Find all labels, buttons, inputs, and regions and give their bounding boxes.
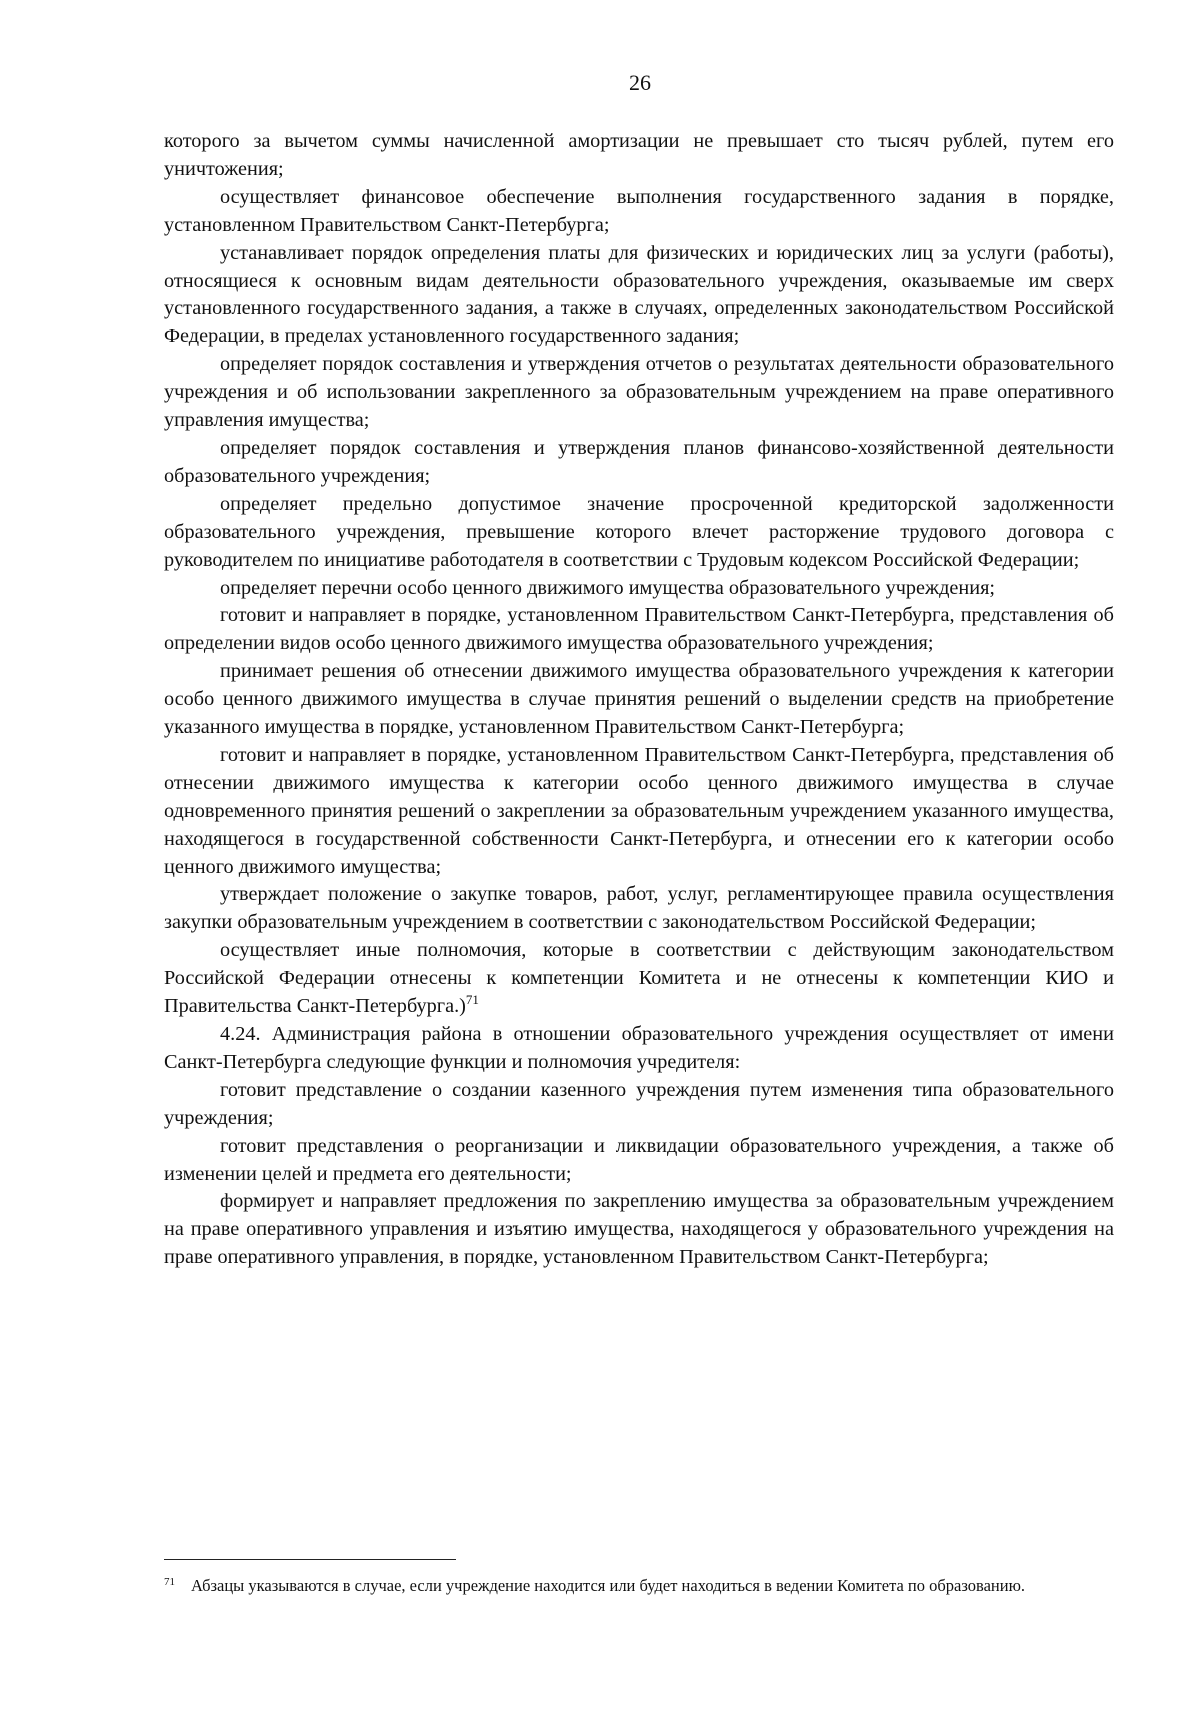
- paragraph: осуществляет финансовое обеспечение выполнения государственного задания в порядке, установленном Правительством Санкт-Петербурга;: [164, 185, 1114, 236]
- paragraph: определяет предельно допустимое значение просроченной кредиторской задолженности образовательного учреждения, превышение которого влечет расторжение трудового договора с руководителем по инициативе работодателя в соответствии с Трудовым кодексом Российской Федерации;: [164, 492, 1114, 571]
- paragraph: готовит представления о реорганизации и ликвидации образовательного учреждения, а также об изменении целей и предмета его деятельности;: [164, 1134, 1114, 1185]
- paragraph-text: осуществляет иные полномочия, которые в соответствии с действующим законодательством Российской Федерации отнесены к компетенции Комитета и не отнесены к компетенции КИО и Правительства Санкт-Петербурга.): [164, 939, 1114, 1018]
- footnote-number: 71: [164, 1575, 175, 1588]
- paragraph: которого за вычетом суммы начисленной амортизации не превышает сто тысяч рублей, путем его уничтожения;: [164, 130, 1114, 180]
- paragraph-with-footnote: [164, 937, 1114, 1021]
- paragraph: принимает решения об отнесении движимого имущества образовательного учреждения к категории особо ценного движимого имущества в случае принятия решений о выделении средств на приобретение указанного имущества в порядке, установленном Правительством Санкт-Петербурга;: [164, 660, 1114, 739]
- footnote-reference[interactable]: 71: [465, 992, 479, 1008]
- footnote-separator: [164, 1559, 456, 1560]
- paragraph: определяет порядок составления и утверждения отчетов о результатах деятельности образовательного учреждения и об использовании закрепленного за образовательным учреждением на праве оперативного управления имущества;: [164, 353, 1114, 432]
- paragraph: устанавливает порядок определения платы для физических и юридических лиц за услуги (работы), относящиеся к основным видам деятельности образовательного учреждения, оказываемые им сверх установленного государственного задания, а также в случаях, определенных законодательством Российской Федерации, в пределах установленного государственного задания;: [164, 241, 1114, 348]
- body-text: [164, 128, 1114, 1272]
- paragraph: определяет порядок составления и утверждения планов финансово-хозяйственной деятельности образовательного учреждения;: [164, 436, 1114, 487]
- paragraph: готовит и направляет в порядке, установленном Правительством Санкт-Петербурга, представления об определении видов особо ценного движимого имущества образовательного учреждения;: [164, 604, 1114, 655]
- paragraph: готовит представление о создании казенного учреждения путем изменения типа образовательного учреждения;: [164, 1078, 1114, 1129]
- page-number: 26: [629, 70, 651, 95]
- paragraph: формирует и направляет предложения по закреплению имущества за образовательным учреждением на праве оперативного управления и изъятию имущества, находящегося у образовательного учреждения на праве оперативного управления, в порядке, установленном Правительством Санкт-Петербурга;: [164, 1190, 1114, 1269]
- footnote-text: Абзацы указываются в случае, если учреждение находится или будет находиться в ведении Комитета по образованию.: [191, 1576, 1026, 1595]
- paragraph: готовит и направляет в порядке, установленном Правительством Санкт-Петербурга, представления об отнесении движимого имущества к категории особо ценного движимого имущества в случае одновременного принятия решений о закреплении за образовательным учреждением указанного имущества, находящегося в государственной собственности Санкт-Петербурга, и отнесении его к категории особо ценного движимого имущества;: [164, 743, 1114, 878]
- paragraph: утверждает положение о закупке товаров, работ, услуг, регламентирующее правила осуществления закупки образовательным учреждением в соответствии с законодательством Российской Федерации;: [164, 883, 1114, 934]
- footnote: [164, 1574, 1114, 1598]
- paragraph: определяет перечни особо ценного движимого имущества образовательного учреждения;: [220, 576, 996, 599]
- section-paragraph-4-24: 4.24. Администрация района в отношении образовательного учреждения осуществляет от имени Санкт-Петербурга следующие функции и полномочия учредителя:: [164, 1023, 1114, 1073]
